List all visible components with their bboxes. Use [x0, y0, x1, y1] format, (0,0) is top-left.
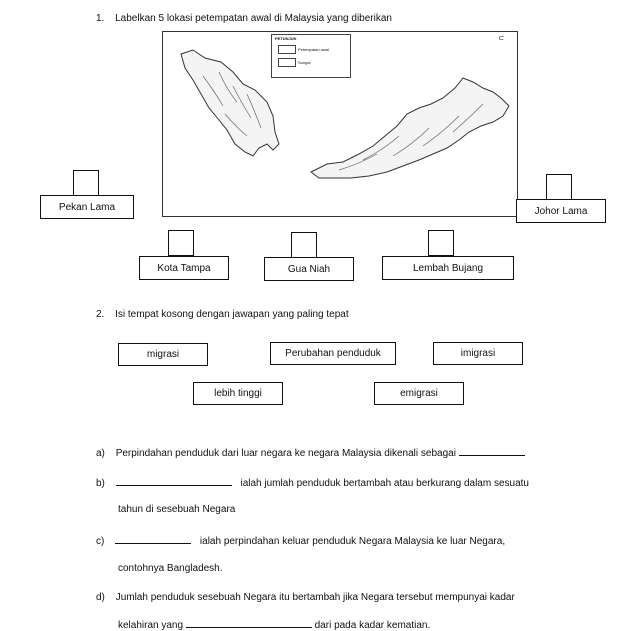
answer-box-pekan-lama[interactable] — [73, 170, 99, 196]
label-johor-lama: Johor Lama — [516, 199, 606, 223]
sentence-a — [96, 446, 525, 459]
answer-box-kota-tampa[interactable] — [168, 230, 194, 256]
sentence-c — [96, 534, 505, 547]
label-lembah-bujang: Lembah Bujang — [382, 256, 514, 280]
word-bank-item: imigrasi — [433, 342, 523, 365]
label-gua-niah: Gua Niah — [264, 257, 354, 281]
sentence-d-cont-end: dari pada kadar kematian. — [314, 620, 431, 631]
answer-box-gua-niah[interactable] — [291, 232, 317, 258]
river-symbol-icon — [278, 58, 296, 67]
label-kota-tampa: Kota Tampa — [139, 256, 229, 280]
word-bank-item: Perubahan penduduk — [270, 342, 396, 365]
sentence-d-label: d) — [96, 592, 105, 603]
sentence-a-text: Perpindahan penduduk dari luar negara ke negara Malaysia dikenali sebagai — [115, 448, 456, 459]
sentence-d-text: Jumlah penduduk sesebuah Negara itu bertambah jika Negara tersebut mempunyai kadar — [115, 592, 515, 603]
word-bank-item: emigrasi — [374, 382, 464, 405]
question-2-text: Isi tempat kosong dengan jawapan yang paling tepat — [115, 309, 349, 320]
blank-d[interactable] — [186, 618, 312, 628]
map-legend — [271, 34, 351, 78]
peninsular-malaysia-shape — [181, 50, 279, 156]
blank-a[interactable] — [459, 446, 525, 456]
question-1-text: Labelkan 5 lokasi petempatan awal di Malaysia yang diberikan — [115, 13, 392, 24]
sentence-b — [96, 476, 529, 489]
sentence-c-text: ialah perpindahan keluar penduduk Negara Malaysia ke luar Negara, — [199, 536, 506, 547]
sentence-a-label: a) — [96, 448, 105, 459]
question-1-number: 1. — [96, 13, 105, 24]
word-bank-item: migrasi — [118, 343, 208, 366]
north-arrow-icon: U — [497, 36, 503, 41]
legend-title: PETUNJUK — [275, 36, 297, 41]
blank-b[interactable] — [116, 476, 232, 486]
legend-item-river: Sungai — [298, 60, 311, 65]
sentence-b-label: b) — [96, 478, 105, 489]
question-2-heading — [96, 309, 349, 320]
sentence-d — [96, 592, 515, 603]
word-bank-item: lebih tinggi — [193, 382, 283, 405]
sentence-b-text: ialah jumlah penduduk bertambah atau berkurang dalam sesuatu — [240, 478, 529, 489]
question-1-heading — [96, 13, 392, 24]
question-2-number: 2. — [96, 309, 105, 320]
blank-c[interactable] — [115, 534, 191, 544]
sentence-b-continuation: tahun di sesebuah Negara — [118, 504, 236, 515]
sentence-c-continuation: contohnya Bangladesh. — [118, 563, 223, 574]
malaysia-map — [162, 31, 518, 217]
sentence-c-label: c) — [96, 536, 105, 547]
label-pekan-lama: Pekan Lama — [40, 195, 134, 219]
settlement-symbol-icon — [278, 45, 296, 54]
sentence-d-continuation — [118, 618, 430, 631]
borneo-shape — [311, 78, 509, 178]
answer-box-lembah-bujang[interactable] — [428, 230, 454, 256]
answer-box-johor-lama[interactable] — [546, 174, 572, 200]
legend-item-settlement: Petempatan awal — [298, 47, 329, 52]
sentence-d-cont-start: kelahiran yang — [118, 620, 184, 631]
